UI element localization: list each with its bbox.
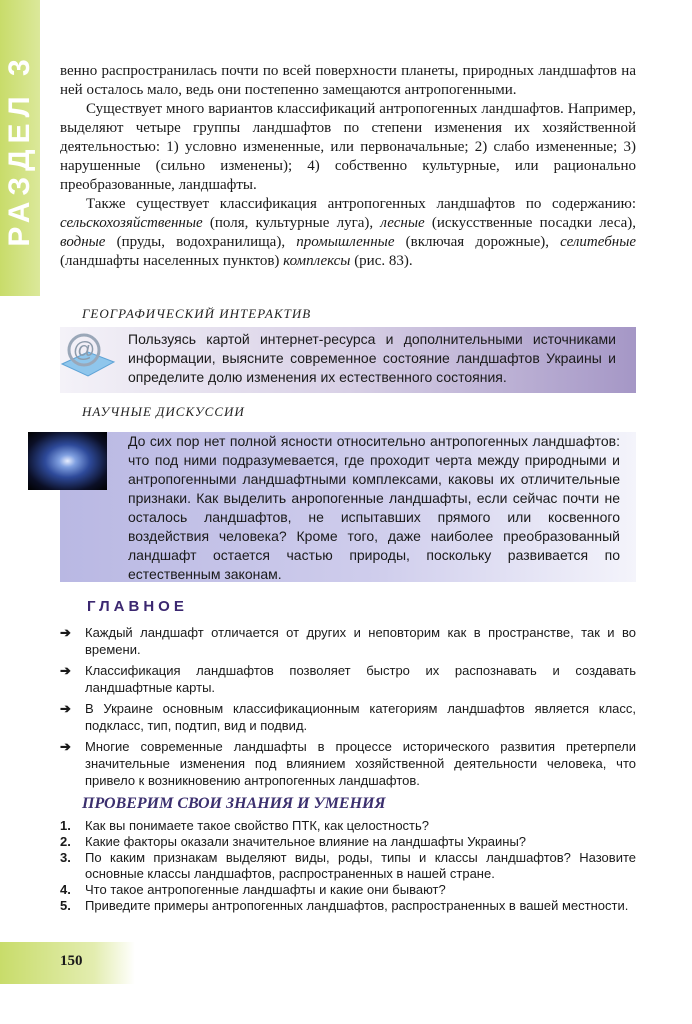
main-points-title: ГЛАВНОЕ [87,598,188,615]
interactive-box [60,327,636,393]
email-at-icon [58,330,118,378]
section-tab [0,0,40,296]
question-item: 5. Приведите примеры антропогенных ландшафтов, распространенных в вашей местности. [60,898,629,913]
question-item: 2. Какие факторы оказали значительное влияние на ландшафты Украины? [60,834,527,849]
questions-list [60,818,636,914]
arrow-icon: ➔ [60,625,71,640]
paragraph: Также существует классификация антропогенных ландшафтов по содержанию: сельскохозяйственные (поля, культурные луга), лесные (искусственные посадки леса), водные (пруды, водохранилища), промышленные (включая дорожные), селитебные (ландшафты населенных пунктов) комплексы (рис. 83). [60,196,637,269]
list-item: ➔ Классификация ландшафтов позволяет быстро их распознавать и создавать ландшафтные карты. [60,663,636,695]
section-tab-label: РАЗДЕЛ 3 [3,53,36,247]
list-item: ➔ Каждый ландшафт отличается от других и неповторим как в пространстве, так и во времени. [60,625,636,657]
list-item: ➔ В Украине основным классификационным категориям ландшафтов является класс, подкласс, тип, подтип, вид и подвид. [60,701,636,733]
list-item: ➔ Многие современные ландшафты в процессе исторического развития претерпели значительные изменения под влиянием хозяйственной деятельности человека, что привело к возникновению антропогенных ландшафтов. [60,739,636,788]
question-item: 4. Что такое антропогенные ландшафты и какие они бывают? [60,882,446,897]
paragraph: венно распространилась почти по всей поверхности планеты, природных ландшафтов на ней осталось мало, ведь они постепенно замещаются антропогенными. [60,63,636,98]
question-item: 1. Как вы понимаете такое свойство ПТК, как целостность? [60,818,430,833]
arrow-icon: ➔ [60,739,71,754]
discussion-box [60,432,636,582]
arrow-icon: ➔ [60,701,71,716]
galaxy-image [28,432,107,490]
paragraph: Существует много вариантов классификаций антропогенных ландшафтов. Например, выделяют четыре группы ландшафтов по степени изменения их хозяйственной деятельностью: 1) условно измененные, или первоначальные; 2) слабо измененные; 3) нарушенные (сильно изменены); 4) собственно культурные, или рационально преобразованные, ландшафты. [60,101,636,193]
interactive-title: ГЕОГРАФИЧЕСКИЙ ИНТЕРАКТИВ [82,306,312,321]
svg-text:@: @ [72,337,96,362]
interactive-text: Пользуясь картой интернет-ресурса и дополнительными источниками информации, выясните современное состояние ландшафтов Украины и определите долю изменения их естественного состояния. [128,331,616,385]
arrow-icon: ➔ [60,663,71,678]
discussion-title: НАУЧНЫЕ ДИСКУССИИ [82,404,245,419]
body-text [60,62,636,271]
questions-title: ПРОВЕРИМ СВОИ ЗНАНИЯ И УМЕНИЯ [82,795,386,812]
main-points-list [60,624,636,793]
question-item: 3. По каким признакам выделяют виды, роды, типы и классы ландшафтов? Назовите основные классы ландшафтов, распространенных в нашей стране. [60,850,636,881]
page-number: 150 [60,953,83,969]
discussion-text: До сих пор нет полной ясности относительно антропогенных ландшафтов: что под ними подразумевается, где проходит черта между природными и антропогенными ландшафтными комплексами, каковы их отличительные признаки. Как выделить анропогенные ландшафты, если сейчас почти не осталось ландшафтов, не испытавших прямого или косвенного воздействия человека? Кроме того, даже наиболее преобразованный ландшафт остается частью природы, поскольку развивается по естественным законам. [128,433,620,582]
